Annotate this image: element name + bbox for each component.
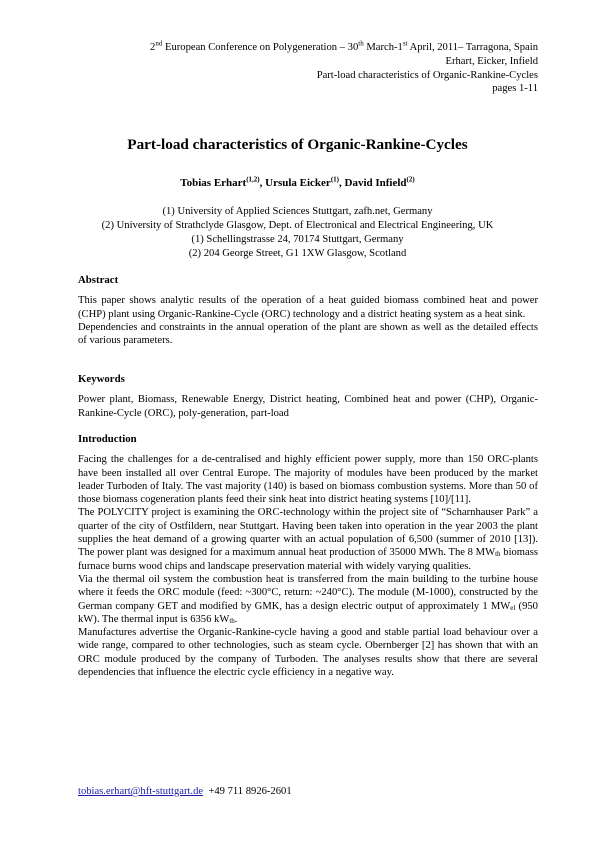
affiliation-line: (1) Schellingstrasse 24, 70174 Stuttgart, Germany: [191, 234, 404, 245]
author: David Infield$^{(2)}$: [344, 175, 415, 189]
author: Tobias Erhart$^{(1,2)}$,: [180, 175, 266, 189]
introduction-section: [78, 433, 538, 679]
paper-title: Part-load characteristics of Organic-Rankine-Cycles: [127, 136, 468, 153]
keywords-text: Power plant, Biomass, Renewable Energy, District heating, Combined heat and power (CHP), Organic-Rankine-Cycle (ORC), poly-generation, part-load: [78, 394, 538, 419]
affiliation-line: (1) University of Applied Sciences Stuttgart, zafh.net, Germany: [162, 206, 433, 217]
header-short-title: Part-load characteristics of Organic-Rankine-Cycles: [316, 69, 538, 81]
author: Ursula Eicker$^{(1)}$,: [265, 175, 345, 189]
conference-line: 2nd European Conference on Polygeneration – 30th March-1st April, 2011– Tarragona, Spain: [150, 39, 538, 53]
intro-paragraph: Manufactures advertise the Organic-Rankine-cycle having a good and stable partial load behaviour over a wide range, compared to other technologies, such as steam cycle. Obernberger [2] has shown that with an ORC module produced by the company of Turboden. The analyses results show that there are several dependencies that influence the electric cycle efficiency in a negative way.: [78, 627, 538, 679]
running-header: [150, 41, 538, 96]
introduction-heading: Introduction: [78, 433, 137, 445]
phone-number: +49 711 8926-2601: [203, 786, 292, 797]
affiliation-line: (2) 204 George Street, G1 1XW Glasgow, Scotland: [188, 248, 407, 259]
header-pages: pages 1-11: [492, 83, 538, 95]
abstract-section: [78, 274, 538, 347]
footer-contact: [78, 786, 292, 797]
author-list: [0, 177, 595, 189]
header-authors: Erhart, Eicker, Infield: [445, 55, 538, 67]
abstract-paragraph: This paper shows analytic results of the operation of a heat guided biomass combined heat and power (CHP) plant using Organic-Rankine-Cycle (ORC) technology and a district heating system as a heat sink.: [78, 295, 538, 320]
keywords-heading: Keywords: [78, 373, 125, 385]
affiliations: [0, 205, 595, 261]
email-link[interactable]: tobias.erhart@hft-stuttgart.de: [78, 786, 204, 797]
abstract-paragraph: Dependencies and constraints in the annual operation of the plant are shown as well as the detailed effects of various parameters.: [78, 321, 538, 347]
intro-paragraph: The POLYCITY project is examining the ORC-technology within the project site of “Scharnhauser Park” a quarter of the city of Ostfildern, near Stuttgart. Having been taken into operation in the year 2003 the plant supplies the heat demand of a growing quarter with an actual population of 6,500 (summer of 2010 [13]). The power plant was designed for a maximum annual heat production of 35000 MWh. The 8 MWth biomass furnace burns wood chips and landscape preservation material with widely varying qualities.: [78, 507, 538, 572]
abstract-heading: Abstract: [78, 274, 119, 286]
intro-paragraph: Via the thermal oil system the combustion heat is transferred from the main building to the turbine house where it feeds the ORC module (feed: ~300°C, return: ~240°C). The module (M-1000), constructed by the German company GET and modified by GMK, has a design electric output of approximately 1 MWel (950 kW). The thermal input is 6356 kWth.: [78, 573, 538, 625]
intro-paragraph: Facing the challenges for a de-centralised and highly efficient power supply, more than 150 ORC-plants have been installed all over Central Europe. The majority of modules have been produced by the market leader Turboden of Italy. The vast majority (140) is based on biomass combustion systems. More than 50 of those biomass cogeneration plants feed their sink heat into district heating systems [10]/[11].: [78, 454, 538, 506]
affiliation-line: (2) University of Strathclyde Glasgow, Dept. of Electronical and Electrical Engineering, UK: [101, 220, 494, 231]
keywords-section: [78, 373, 538, 420]
